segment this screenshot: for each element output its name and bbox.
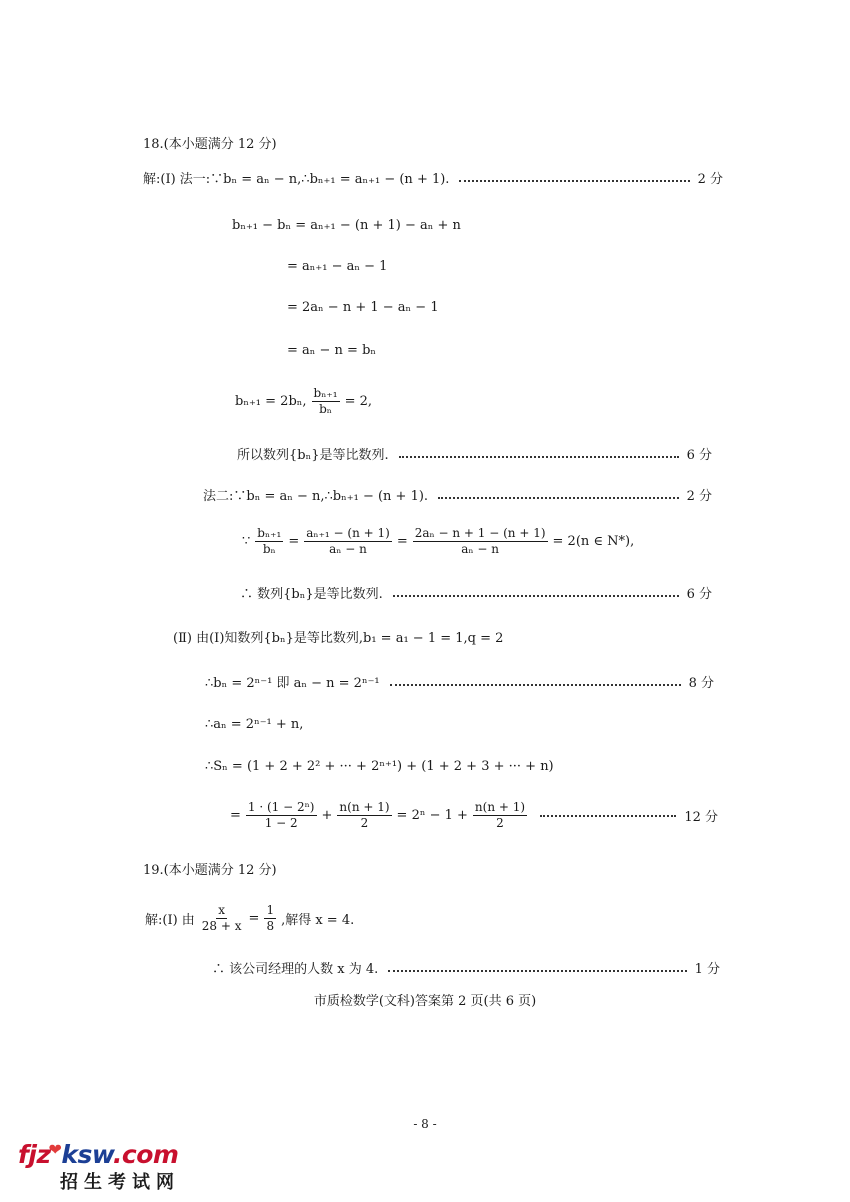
q18-line-5: = aₙ − n = bₙ <box>287 343 377 358</box>
q18-line-1-text: 解:(Ⅰ) 法一:∵bₙ = aₙ − n,∴bₙ₊₁ = aₙ₊₁ − (n + 1). <box>143 172 450 187</box>
q18-line-15 <box>228 800 718 831</box>
fraction-numerator: n(n + 1) <box>339 800 390 814</box>
fraction <box>200 903 244 934</box>
answer-page-footer: 市质检数学(文科)答案第 2 页(共 6 页) <box>313 994 537 1009</box>
fraction-denominator: aₙ − n <box>329 542 367 556</box>
q18-line-10 <box>240 583 712 602</box>
equals-sign: = <box>396 534 408 549</box>
q18-line-11: (Ⅱ) 由(Ⅰ)知数列{bₙ}是等比数列,b₁ = a₁ − 1 = 1,q = 2 <box>173 631 504 646</box>
page-number: - 8 - <box>413 1117 437 1131</box>
fraction-denominator: 28 + x <box>201 919 242 933</box>
fraction-denominator: bₙ <box>319 402 332 416</box>
q18-line-1-score: 2 分 <box>697 172 723 187</box>
q18-line-12-score: 8 分 <box>688 676 714 691</box>
equals-sign: = <box>288 534 300 549</box>
plus-sign: + <box>321 808 333 823</box>
q18-line-1 <box>143 168 723 187</box>
equals-sign: = <box>248 911 260 926</box>
q18-line-10-score: 6 分 <box>686 587 712 602</box>
fraction-numerator: x <box>218 903 226 917</box>
equals-sign: = <box>230 808 241 823</box>
q18-line-2: bₙ₊₁ − bₙ = aₙ₊₁ − (n + 1) − aₙ + n <box>232 218 461 233</box>
q19-line-2-score: 1 分 <box>694 962 720 977</box>
q18-line-6-post: = 2, <box>344 394 372 409</box>
q18-line-6 <box>233 386 374 417</box>
q18-line-12 <box>205 672 714 691</box>
heart-icon: ❤ <box>48 1140 62 1159</box>
leader-dots <box>399 456 679 458</box>
fraction-denominator: 8 <box>266 919 275 933</box>
q18-line-8 <box>203 485 712 504</box>
fraction-numerator: 1 · (1 − 2ⁿ) <box>247 800 315 814</box>
leader-dots <box>393 595 679 597</box>
q19-line-2-text: ∴ 该公司经理的人数 x 为 4. <box>212 962 379 977</box>
because-symbol: ∵ <box>242 534 251 549</box>
fraction-numerator: aₙ₊₁ − (n + 1) <box>306 526 390 540</box>
fraction-denominator: aₙ − n <box>461 542 499 556</box>
fraction <box>337 800 391 831</box>
q18-line-9 <box>240 526 636 557</box>
q18-line-9-post: = 2(n ∈ N*), <box>552 534 635 549</box>
q18-line-12-text: ∴bₙ = 2ⁿ⁻¹ 即 aₙ − n = 2ⁿ⁻¹ <box>205 676 380 691</box>
q18-line-7-text: 所以数列{bₙ}是等比数列. <box>237 448 389 463</box>
q18-line-10-text: ∴ 数列{bₙ}是等比数列. <box>240 587 383 602</box>
fraction <box>473 800 527 831</box>
q18-line-8-score: 2 分 <box>686 489 712 504</box>
fraction-numerator: n(n + 1) <box>474 800 526 814</box>
q18-line-14: ∴Sₙ = (1 + 2 + 2² + ··· + 2ⁿ⁺¹) + (1 + 2 + 3 + ··· + n) <box>205 759 554 774</box>
fraction <box>255 526 283 557</box>
q18-line-15-score: 12 分 <box>684 810 718 825</box>
q19-line-1-pre: 解:(Ⅰ) 由 <box>145 913 195 928</box>
q18-line-3: = aₙ₊₁ − aₙ − 1 <box>287 259 388 274</box>
logo-text-part1: fjz <box>18 1140 51 1169</box>
logo-text-part3: .com <box>112 1140 179 1169</box>
leader-dots <box>540 815 676 817</box>
fraction-numerator: bₙ₊₁ <box>257 526 282 540</box>
fraction-numerator: 2aₙ − n + 1 − (n + 1) <box>414 526 546 540</box>
leader-dots <box>390 684 681 686</box>
logo-subtitle: 招生考试网 <box>60 1172 180 1193</box>
fraction <box>264 903 276 934</box>
q18-line-6-pre: bₙ₊₁ = 2bₙ, <box>235 394 307 409</box>
fraction <box>246 800 317 831</box>
q19-line-1-post: ,解得 x = 4. <box>281 913 355 928</box>
q19-line-1 <box>143 903 356 934</box>
fraction-denominator: 2 <box>360 816 369 830</box>
q18-line-8-text: 法二:∵bₙ = aₙ − n,∴bₙ₊₁ − (n + 1). <box>203 489 429 504</box>
q18-line-7-score: 6 分 <box>686 448 712 463</box>
q19-header: 19.(本小题满分 12 分) <box>143 863 277 878</box>
fraction-denominator: 1 − 2 <box>264 816 298 830</box>
leader-dots <box>438 497 679 499</box>
leader-dots <box>388 970 686 972</box>
q19-line-2 <box>212 958 720 977</box>
site-logo <box>18 1140 178 1169</box>
q18-line-4: = 2aₙ − n + 1 − aₙ − 1 <box>287 300 439 315</box>
q18-line-7 <box>237 444 712 463</box>
q18-line-13: ∴aₙ = 2ⁿ⁻¹ + n, <box>205 717 304 732</box>
fraction <box>312 386 340 417</box>
leader-dots <box>459 180 689 182</box>
fraction-numerator: bₙ₊₁ <box>313 386 338 400</box>
fraction <box>413 526 548 557</box>
fraction-denominator: bₙ <box>262 542 276 556</box>
fraction-numerator: 1 <box>266 903 275 917</box>
logo-text-part2: ksw <box>61 1140 113 1169</box>
fraction-denominator: 2 <box>496 816 504 830</box>
fraction <box>304 526 392 557</box>
q18-line-15-mid: = 2ⁿ − 1 + <box>396 808 468 823</box>
q18-header: 18.(本小题满分 12 分) <box>143 137 277 152</box>
